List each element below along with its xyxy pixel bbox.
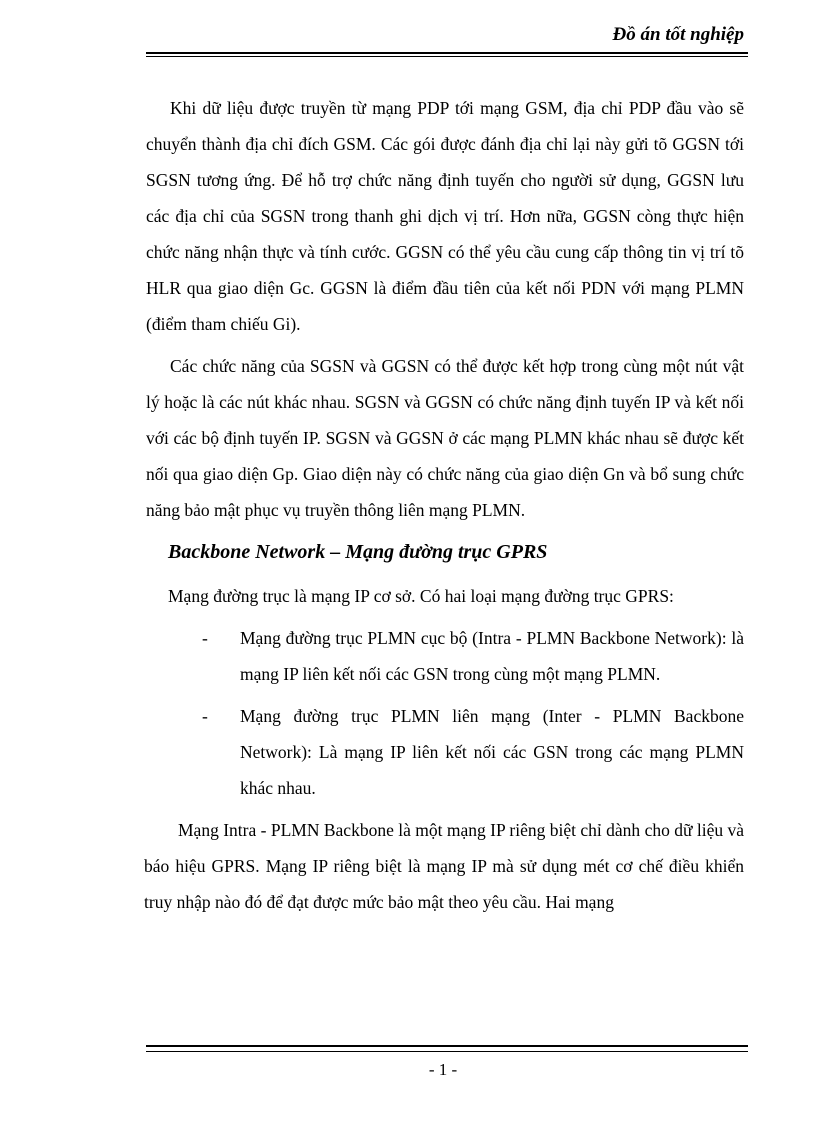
bullet-marker: - (202, 706, 208, 726)
bullet-marker: - (202, 628, 208, 648)
header-title: Đồ án tốt nghiệp (612, 24, 744, 45)
intro-line: Mạng đường trục là mạng IP cơ sở. Có hai loại mạng đường trục GPRS: (168, 586, 674, 606)
bullet-text: Mạng đường trục PLMN liên mạng (Inter - PLMN Backbone Network): Là mạng IP liên kết nối các GSN trong các mạng PLMN khác nhau. (240, 706, 744, 798)
document-body (146, 90, 744, 926)
list-item (202, 698, 744, 806)
footer-rule-bottom (146, 1051, 748, 1052)
page-number: - 1 - (428, 1060, 458, 1079)
bullet-text: Mạng đường trục PLMN cục bộ (Intra - PLMN Backbone Network): là mạng IP liên kết nối các GSN trong cùng một mạng PLMN. (240, 628, 744, 684)
section-heading: Backbone Network – Mạng đường trục GPRS (168, 541, 548, 563)
header-rule-bottom (146, 56, 748, 57)
bullet-list (146, 620, 744, 806)
footer-rule-top (146, 1045, 748, 1047)
header-rule-top (146, 52, 748, 54)
paragraph-3: Mạng Intra - PLMN Backbone là một mạng IP riêng biệt chỉ dành cho dữ liệu và báo hiệu GPRS. Mạng IP riêng biệt là mạng IP mà sử dụng mét cơ chế điều khiển truy nhập nào đó để đạt được mức bảo mật theo yêu cầu. Hai mạng (144, 820, 744, 912)
paragraph-2: Các chức năng của SGSN và GGSN có thể được kết hợp trong cùng một nút vật lý hoặc là các nút khác nhau. SGSN và GGSN có chức năng định tuyến IP và kết nối với các bộ định tuyến IP. SGSN và GGSN ở các mạng PLMN khác nhau sẽ được kết nối qua giao diện Gp. Giao diện này có chức năng của giao diện Gn và bổ sung chức năng bảo mật phục vụ truyền thông liên mạng PLMN. (146, 356, 744, 520)
list-item (202, 620, 744, 692)
paragraph-1: Khi dữ liệu được truyền từ mạng PDP tới mạng GSM, địa chỉ PDP đầu vào sẽ chuyển thành địa chỉ đích GSM. Các gói được đánh địa chỉ lại này gửi tõ GGSN tới SGSN tương ứng. Để hỗ trợ chức năng định tuyến cho người sử dụng, GGSN lưu các địa chỉ của SGSN trong thanh ghi dịch vị trí. Hơn nữa, GGSN còng thực hiện chức năng nhận thực và tính cước. GGSN có thể yêu cầu cung cấp thông tin vị trí tõ HLR qua giao diện Gc. GGSN là điểm đầu tiên của kết nối PDN với mạng PLMN (điểm tham chiếu Gi). (146, 98, 744, 334)
